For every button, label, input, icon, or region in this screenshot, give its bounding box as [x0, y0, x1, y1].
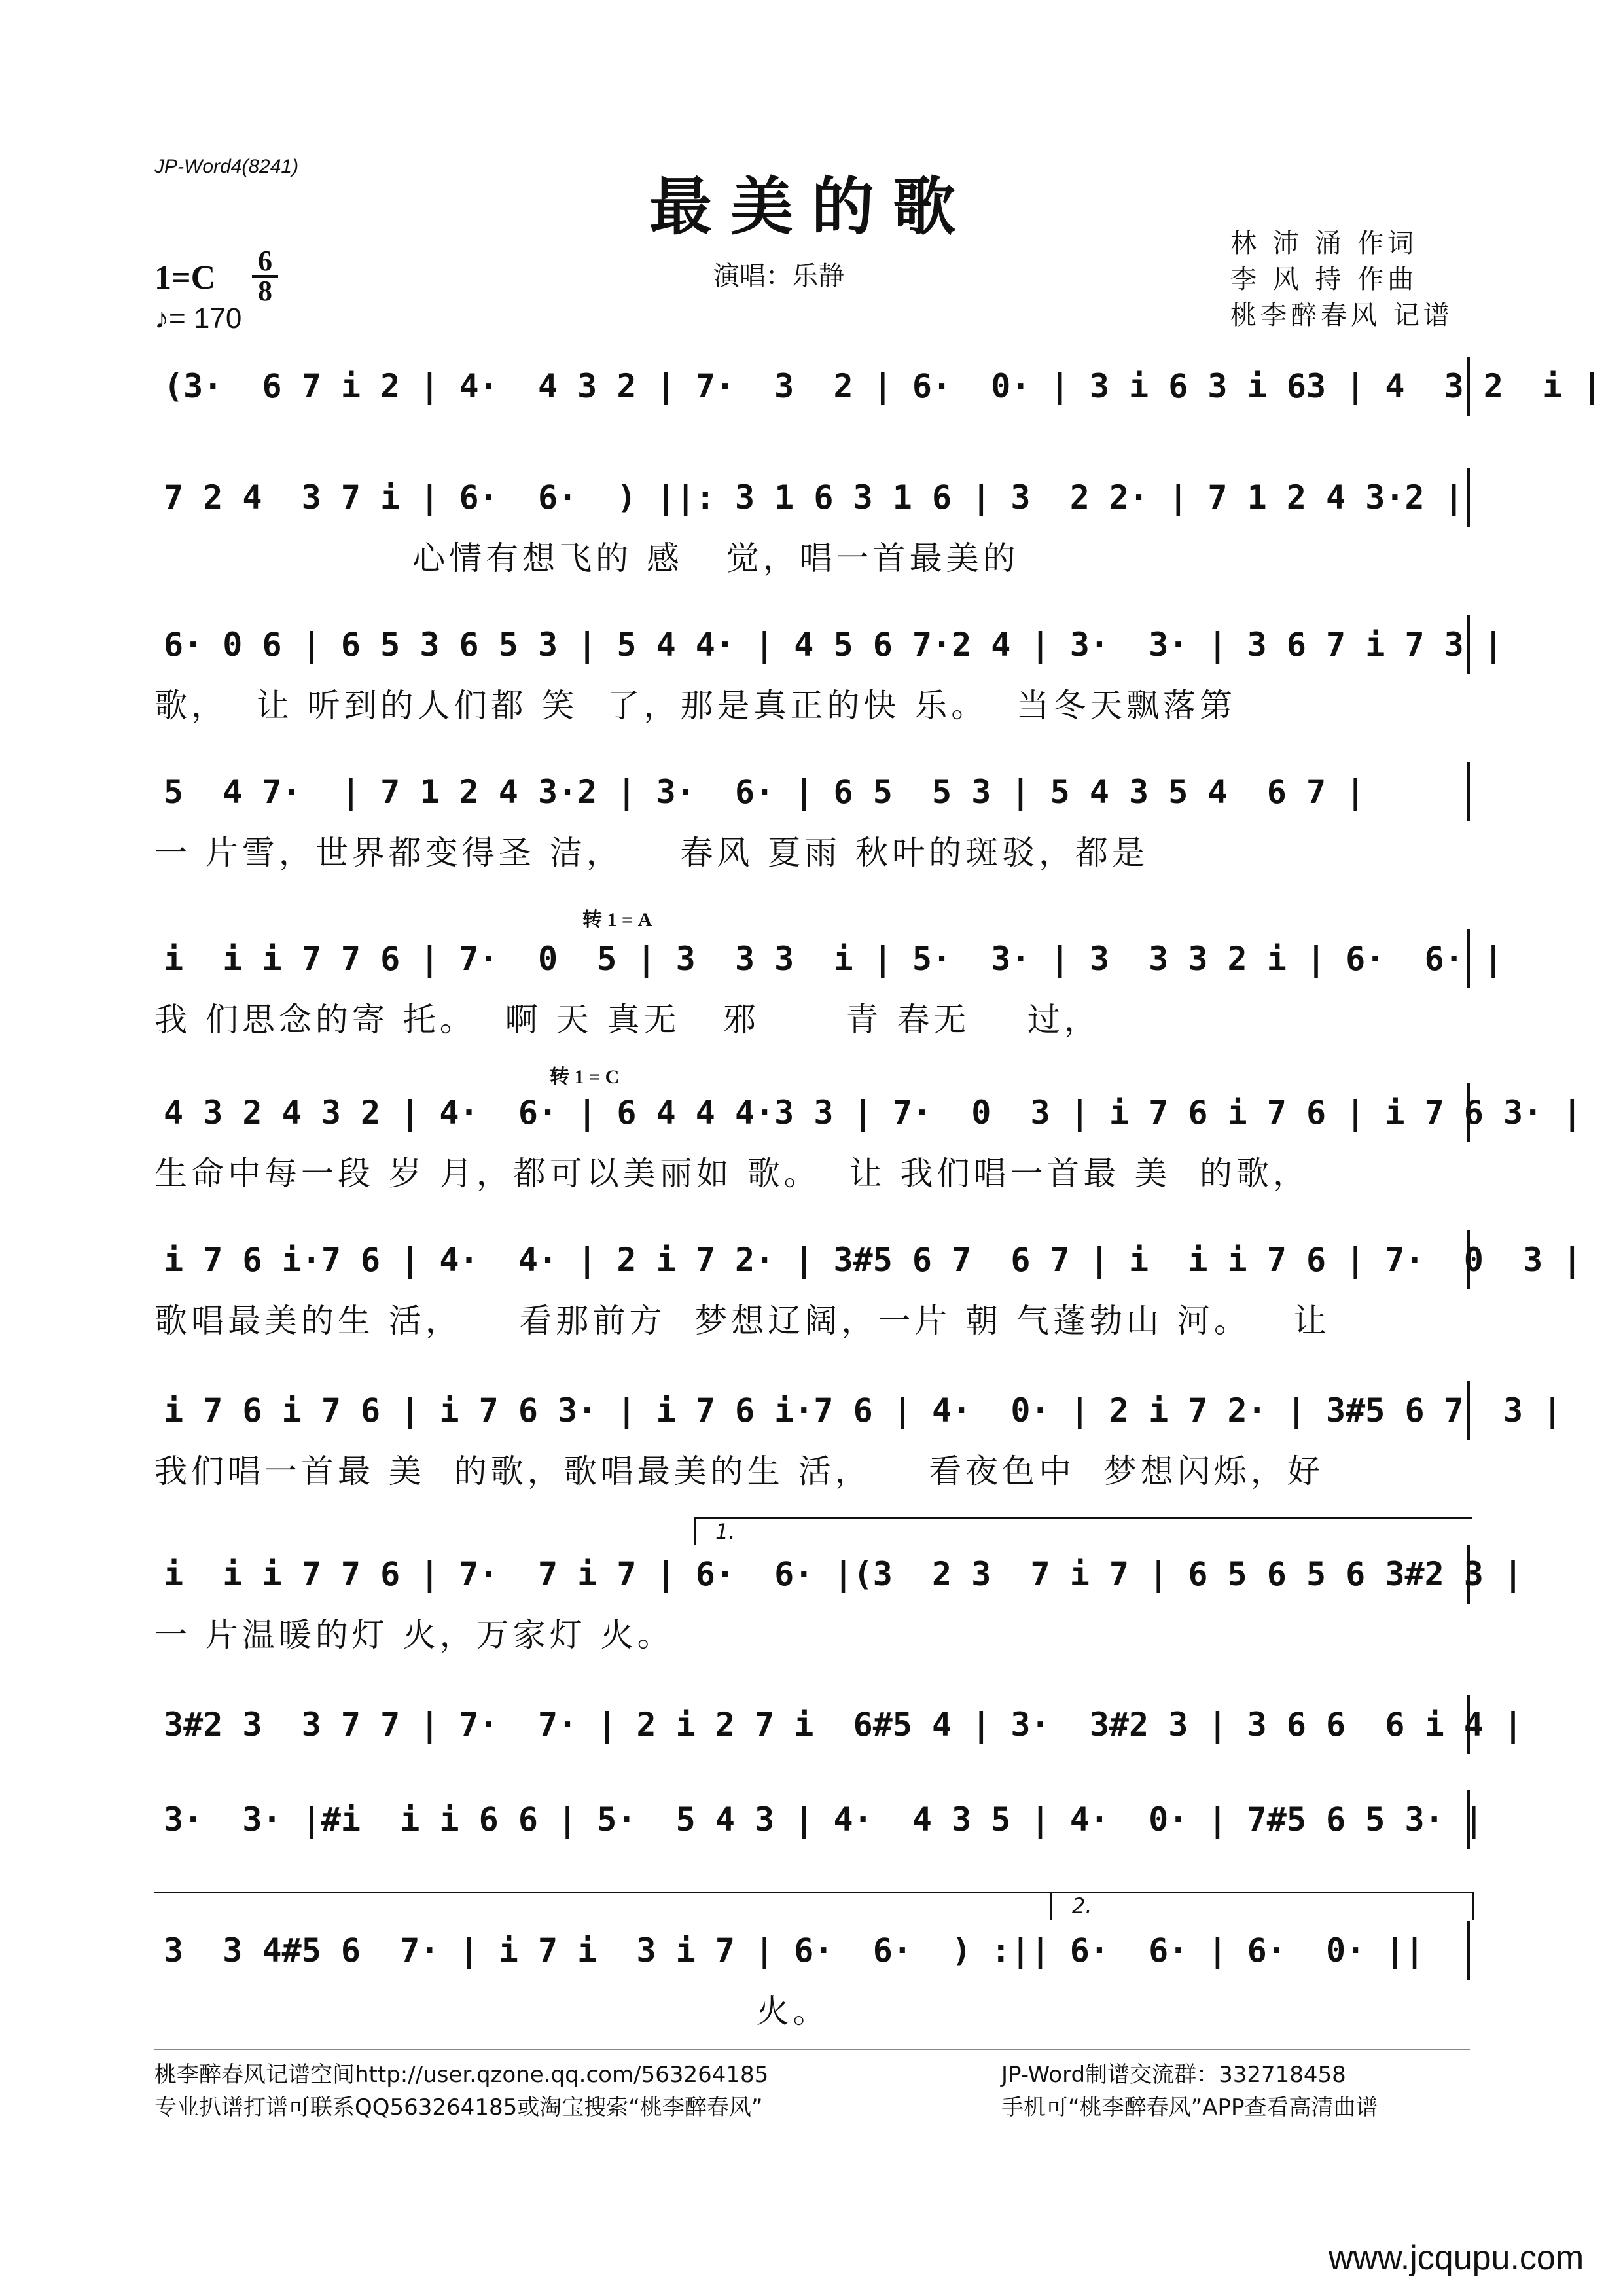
second-ending-label: 2.	[1072, 1893, 1092, 1918]
modulation-to-a: 转 1 = A	[582, 909, 652, 931]
lyric-line: 歌， 让 听到的人们都 笑 了，那是真正的快 乐。 当冬天飘落第	[154, 687, 1237, 725]
notation-line: i 7 6 i·7 6 | 4· 4· | 2 i 7 2· | 3#5 6 7 6 7 | i i i 7 6 | 7· 0 3 |	[154, 1230, 1470, 1289]
first-ending-bracket	[694, 1517, 1472, 1545]
time-numerator: 6	[258, 245, 272, 277]
score-system	[154, 1790, 1484, 1900]
time-denominator: 8	[258, 275, 272, 307]
footer-divider	[154, 2049, 1470, 2050]
notation-line: (3· 6 7 i 2 | 4· 4 3 2 | 7· 3 2 | 6· 0· | 3 i 6 3 i 63 | 4 3 2 i |	[154, 357, 1470, 416]
footer-contact: 专业扒谱打谱可联系QQ563264185或淘宝搜索“桃李醉春风”	[154, 2094, 763, 2121]
song-title: 最美的歌	[649, 170, 974, 243]
score-system	[154, 762, 1470, 872]
lyric-line: 一 片雪，世界都变得圣 洁， 春风 夏雨 秋叶的斑驳，都是	[154, 834, 1149, 872]
notation-line: 6· 0 6 | 6 5 3 6 5 3 | 5 4 4· | 4 5 6 7·2 4 | 3· 3· | 3 6 7 i 7 3 |	[154, 615, 1470, 674]
notation-line: i i i 7 7 6 | 7· 7 i 7 | 6· 6· |(3 2 3 7 i 7 | 6 5 6 5 6 3#2 3 |	[154, 1545, 1470, 1604]
lyric-line: 歌唱最美的生 活， 看那前方 梦想辽阔，一片 朝 气蓬勃山 河。 让	[154, 1302, 1330, 1340]
tempo-marking: ♪= 170	[154, 302, 242, 334]
footer-qzone-link[interactable]: 桃李醉春风记谱空间http://user.qzone.qq.com/563264185	[154, 2062, 769, 2088]
score-system	[154, 1695, 1524, 1805]
lyric-line: 一 片温暖的灯 火，万家灯 火。	[154, 1616, 674, 1654]
lyric-line	[154, 421, 1470, 467]
notation-line: 7 2 4 3 7 i | 6· 6· ) ||: 3 1 6 3 1 6 | 3 2 2· | 7 1 2 4 3·2 |	[154, 468, 1470, 527]
modulation-to-c: 转 1 = C	[550, 1066, 620, 1088]
score-system	[154, 1545, 1524, 1655]
lyric-line	[154, 1854, 1470, 1900]
lyric-line: 我们唱一首最 美 的歌，歌唱最美的生 活， 看夜色中 梦想闪烁，好	[154, 1452, 1324, 1490]
score-system	[154, 357, 1602, 467]
first-ending-label: 1.	[715, 1519, 736, 1544]
notation-line: 4 3 2 4 3 2 | 4· 6· | 6 4 4 4·3 3 | 7· 0 3 | i 7 6 i 7 6 | i 7 6 3· |	[154, 1083, 1470, 1142]
score-system	[154, 468, 1470, 578]
transcriber-credit: 桃李醉春风 记谱	[1230, 300, 1454, 331]
lyric-line: 我 们思念的寄 托。 啊 天 真无 邪 青 春无 过，	[154, 1001, 1101, 1039]
notation-line: i 7 6 i 7 6 | i 7 6 3· | i 7 6 i·7 6 | 4· 0· | 2 i 7 2· | 3#5 6 7 3 |	[154, 1381, 1470, 1440]
lyric-line: 心情有想飞的 感 觉，唱一首最美的	[154, 539, 1020, 577]
singer-credit: 演唱：乐静	[713, 261, 844, 291]
lyric-line: 火。	[154, 1992, 830, 2030]
lyric-line: 生命中每一段 岁 月，都可以美丽如 歌。 让 我们唱一首最 美 的歌，	[154, 1155, 1310, 1193]
footer-app: 手机可“桃李醉春风”APP查看高清曲谱	[1001, 2094, 1378, 2121]
notation-line: 5 4 7· | 7 1 2 4 3·2 | 3· 6· | 6 5 5 3 | 5 4 3 5 4 6 7 |	[154, 762, 1470, 821]
score-system	[154, 1921, 1470, 2031]
time-signature	[252, 245, 278, 307]
key-signature: 1=C	[154, 259, 216, 296]
notation-line: 3· 3· |#i i i 6 6 | 5· 5 4 3 | 4· 4 3 5 | 4· 0· | 7#5 6 5 3· |	[154, 1790, 1470, 1849]
score-system	[154, 1230, 1582, 1340]
lyricist-credit: 林 沛 涌 作词	[1230, 228, 1418, 259]
notation-line: 3 3 4#5 6 7· | i 7 i 3 i 7 | 6· 6· ) :|| 6· 6· | 6· 0· ||	[154, 1921, 1470, 1980]
score-system	[154, 1083, 1582, 1193]
notation-line: i i i 7 7 6 | 7· 0 5 | 3 3 3 i | 5· 3· | 3 3 3 2 i | 6· 6· |	[154, 929, 1470, 988]
composer-credit: 李 风 持 作曲	[1230, 264, 1418, 295]
score-system	[154, 1381, 1563, 1491]
site-watermark[interactable]: www.jcqupu.com	[1329, 2239, 1584, 2277]
software-label: JP-Word4(8241)	[154, 156, 299, 177]
footer-group: JP-Word制谱交流群：332718458	[1001, 2062, 1346, 2088]
score-system	[154, 615, 1503, 725]
notation-line: 3#2 3 3 7 7 | 7· 7· | 2 i 2 7 i 6#5 4 | 3· 3#2 3 | 3 6 6 6 i 4 |	[154, 1695, 1470, 1754]
score-system	[154, 929, 1503, 1039]
